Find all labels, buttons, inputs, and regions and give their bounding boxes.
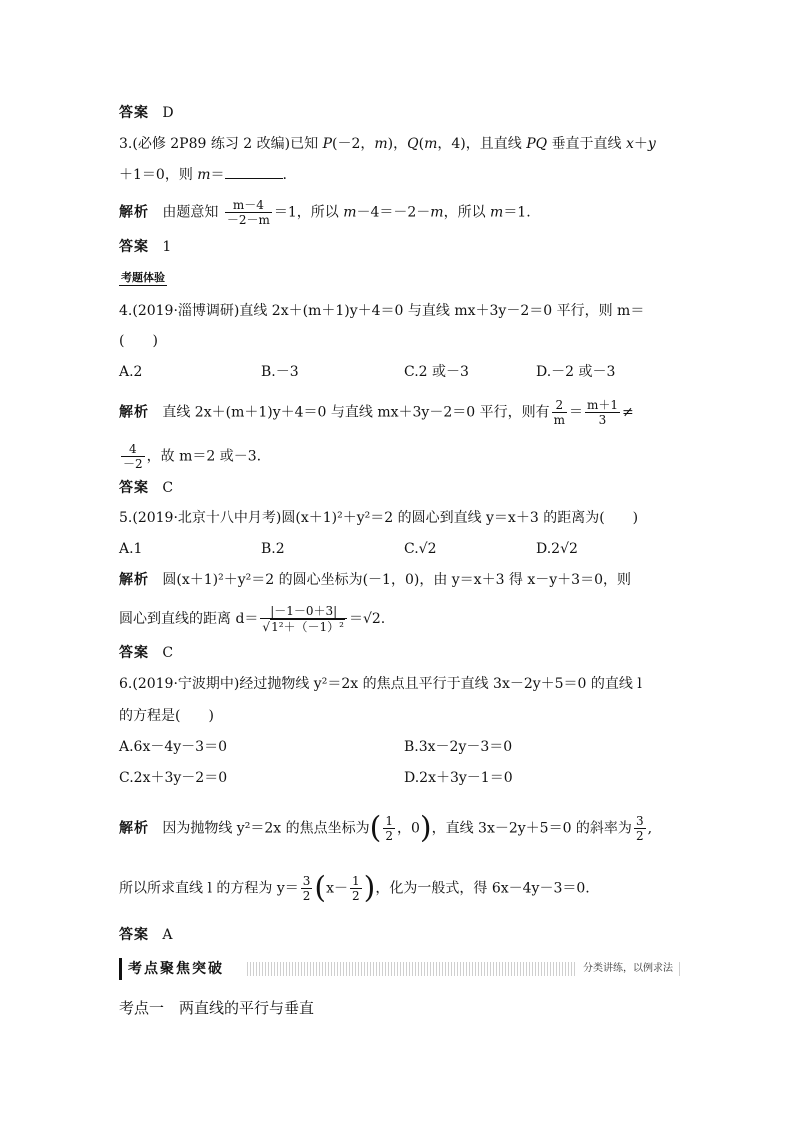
var: y: [647, 136, 656, 152]
banner-subtitle: 分类讲练，以例求法: [577, 962, 679, 976]
var: m: [343, 204, 357, 221]
numerator: 3: [635, 814, 644, 828]
q4-analysis-text: ，故 m＝2 或－3.: [146, 448, 262, 465]
fraction: [350, 874, 362, 903]
denominator: 2: [635, 829, 644, 843]
q3-text: 垂直于直线: [547, 136, 627, 152]
radicand: 1²＋（－1）²: [271, 620, 344, 634]
answer-blank[interactable]: [225, 164, 283, 179]
fraction: [585, 398, 620, 427]
answer-value: 1: [162, 239, 172, 255]
q3-text: (: [418, 136, 425, 152]
denominator: 3: [598, 413, 607, 427]
numerator: 4: [121, 442, 145, 457]
q6-analysis-text: 所以所求直线 l 的方程为 y＝: [119, 880, 299, 897]
answer-line-prev: [119, 103, 174, 123]
left-paren: (: [369, 810, 382, 846]
var: m: [374, 136, 388, 152]
numerator: |－1－0＋3|: [260, 604, 347, 619]
denominator: 2: [302, 889, 311, 903]
q5-analysis-text: 圆心到直线的距离 d＝: [119, 611, 259, 627]
answer-line-q4: [119, 478, 173, 498]
fraction: [225, 198, 272, 227]
q3-stem-line1: 3.(必修 2P89 练习 2 改编)已知 P(－2，m)，Q(m，4)，且直线 PQ 垂直于直线 x＋y: [119, 136, 656, 152]
q6-analysis-line1: [119, 810, 653, 846]
answer-line-q5: [119, 643, 173, 663]
q3-text: )，: [387, 136, 408, 152]
q6-option-b[interactable]: B.3x－2y－3＝0: [404, 739, 513, 755]
q6-analysis-line2: [119, 870, 590, 906]
q3-text: (－2，: [332, 136, 375, 152]
answer-line-q3: [119, 237, 171, 257]
var: m: [424, 136, 438, 152]
q4-analysis-text: 直线 2x＋(m＋1)y＋4＝0 与直线 mx＋3y－2＝0 平行，则有: [162, 404, 550, 421]
banner-title: 考点聚焦突破: [119, 958, 230, 980]
q3-analysis-text: －4＝－2－: [356, 204, 431, 221]
topic-heading: 考点一 两直线的平行与垂直: [119, 999, 315, 1017]
answer-value: A: [162, 927, 173, 943]
answer-value: C: [162, 645, 174, 661]
q4-analysis-line1: 解析 直线 2x＋(m＋1)y＋4＝0 与直线 mx＋3y－2＝0 平行，则有 $\frac{2}{m}$ ＝ $\frac{m+1}{3}$ ≠: [119, 398, 634, 427]
q6-analysis-text: ，0: [396, 820, 420, 837]
answer-label: 答案: [119, 927, 149, 943]
numerator: 3: [302, 874, 311, 888]
q3-stem-line2: ＋1＝0，则 m＝ .: [119, 164, 287, 185]
q6-analysis-text: ，直线 3x－2y＋5＝0 的斜率为: [431, 820, 632, 837]
q5-option-a[interactable]: A.1: [119, 541, 143, 557]
denominator: m: [553, 413, 565, 427]
analysis-label: 解析: [119, 404, 149, 421]
q3-text: ＝: [210, 167, 225, 183]
q6-analysis-text: ,: [647, 820, 653, 837]
q4-option-d[interactable]: D.－2 或－3: [536, 364, 616, 380]
q6-option-a[interactable]: A.6x－4y－3＝0: [119, 739, 227, 755]
q6-analysis-text: 因为抛物线 y²＝2x 的焦点坐标为: [162, 820, 370, 837]
q4-option-a[interactable]: A.2: [119, 364, 143, 380]
numerator: m－4: [225, 198, 272, 213]
numerator: 1: [352, 874, 360, 888]
q3-text: ＋1＝0，则: [119, 167, 198, 183]
section-tag: 考题体验: [121, 271, 165, 284]
right-paren: ): [363, 870, 376, 906]
var: m: [197, 167, 211, 183]
analysis-label: 解析: [119, 820, 149, 837]
var: m: [490, 204, 504, 221]
q5-analysis-line2: [119, 604, 385, 634]
fraction: [260, 604, 347, 634]
numerator: 1: [385, 814, 393, 828]
denominator: √1²＋（－1）²: [262, 620, 344, 634]
q4-option-b[interactable]: B.－3: [261, 364, 299, 380]
var: x: [626, 136, 634, 152]
q6-stem-line2: 的方程是( ): [119, 708, 214, 724]
q5-analysis-text: ＝√2.: [348, 611, 386, 627]
q5-option-d[interactable]: D.2√2: [536, 541, 578, 557]
q6-analysis-text: x－: [326, 880, 349, 897]
answer-label: 答案: [119, 239, 149, 255]
q6-stem-line1: 6.(2019·宁波期中)经过抛物线 y²＝2x 的焦点且平行于直线 3x－2y＋5＝0 的直线 l: [119, 676, 642, 692]
right-paren: ): [419, 810, 432, 846]
fraction: [634, 814, 646, 843]
q4-stem-line1: 4.(2019·淄博调研)直线 2x＋(m＋1)y＋4＝0 与直线 mx＋3y－2＝0 平行，则 m＝: [119, 303, 645, 319]
analysis-label: 解析: [119, 204, 149, 221]
q4-option-c[interactable]: C.2 或－3: [404, 364, 469, 380]
fraction: [121, 442, 145, 471]
fraction: [383, 814, 395, 843]
q5-analysis-text: 圆(x＋1)²＋y²＝2 的圆心坐标为(－1，0)，由 y＝x＋3 得 x－y＋3＝0，则: [162, 572, 631, 588]
answer-line-q6: [119, 925, 172, 945]
q3-text: 3.(必修 2P89 练习 2 改编)已知: [119, 136, 323, 152]
answer-label: 答案: [119, 645, 149, 661]
q3-analysis: [119, 198, 531, 227]
q4-analysis-line2: [119, 442, 261, 471]
q5-option-c[interactable]: C.√2: [404, 541, 437, 557]
q6-option-c[interactable]: C.2x＋3y－2＝0: [119, 770, 228, 786]
numerator: 2: [552, 398, 567, 413]
answer-label: 答案: [119, 480, 149, 496]
q6-analysis-text: ，化为一般式，得 6x－4y－3＝0.: [375, 880, 590, 897]
var: PQ: [526, 136, 548, 152]
fraction: [301, 874, 313, 903]
denominator: －2: [123, 457, 143, 471]
neq-sign: ≠: [622, 404, 634, 421]
fraction: [552, 398, 567, 427]
q3-analysis-text: ，所以: [443, 204, 491, 221]
denominator: 2: [385, 829, 393, 843]
answer-label: 答案: [119, 105, 149, 121]
q3-text: ，4)，且直线: [437, 136, 527, 152]
q4-stem-line2: ( ): [119, 333, 158, 349]
var: P: [322, 136, 333, 152]
answer-value: C: [162, 480, 174, 496]
var: m: [430, 204, 444, 221]
section-banner: [119, 958, 681, 980]
q3-analysis-text: ＝1，所以: [273, 204, 344, 221]
var: Q: [407, 136, 419, 152]
left-paren: (: [314, 870, 327, 906]
q3-analysis-text: ＝1.: [503, 204, 531, 221]
analysis-label: 解析: [119, 572, 149, 588]
q6-option-d[interactable]: D.2x＋3y－1＝0: [404, 770, 513, 786]
denominator: －2－m: [226, 213, 270, 227]
denominator: 2: [352, 889, 360, 903]
q5-analysis-line1: [119, 570, 631, 590]
q5-stem: 5.(2019·北京十八中月考)圆(x＋1)²＋y²＝2 的圆心到直线 y＝x＋3 的距离为( ): [119, 510, 639, 526]
q3-analysis-text: 由题意知: [162, 204, 219, 221]
answer-value: D: [162, 105, 174, 121]
numerator: m＋1: [586, 398, 618, 412]
q5-option-b[interactable]: B.2: [261, 541, 285, 557]
